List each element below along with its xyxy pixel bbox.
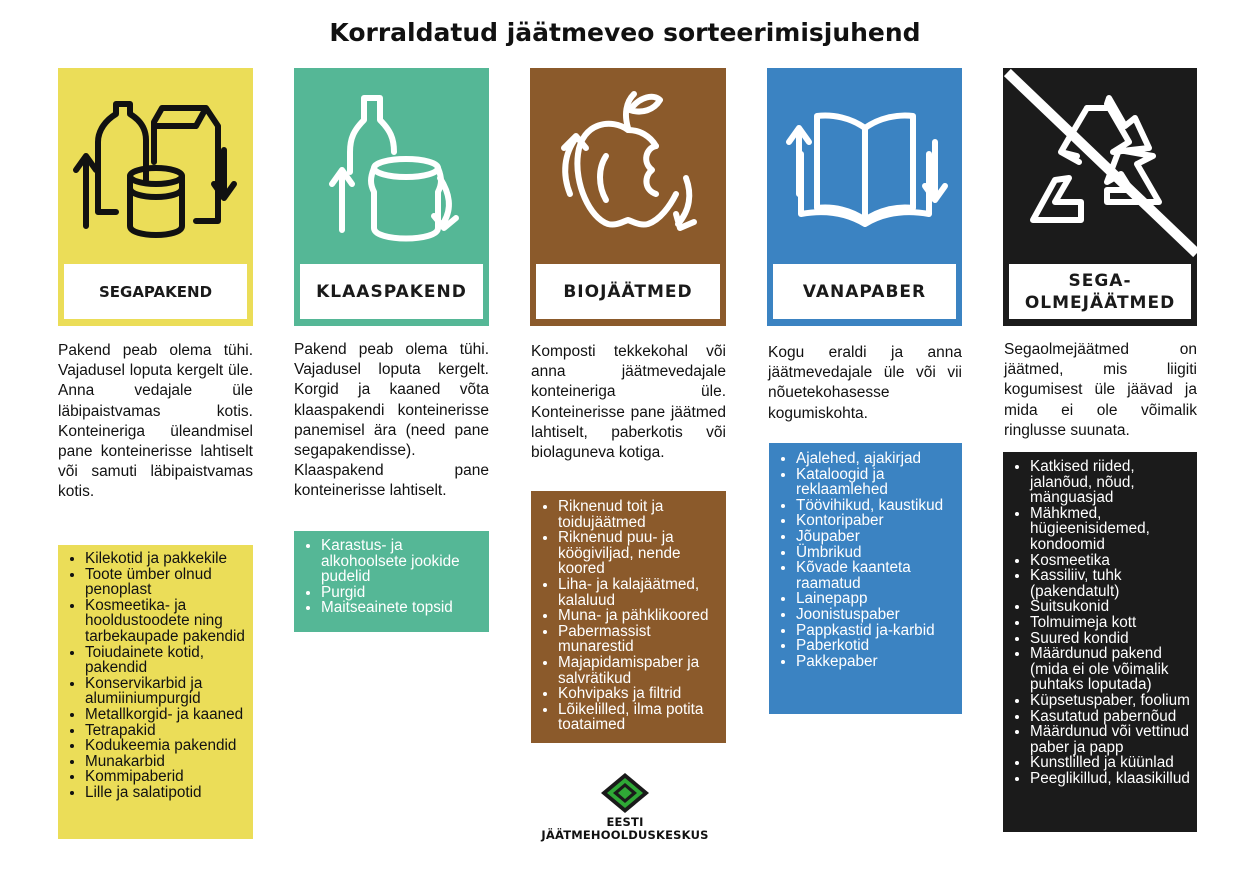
card-segaolmejaatmed [1003,68,1197,326]
card-biojaatmed [530,68,726,326]
list-item: • Jõupaber [796,529,962,545]
description-segaolmejaatmed: Segaolmejäätmed on jäätmed, mis liigiti kogumisest üle jäävad ja mida ei ole võimalik ringlusse suunata. [1004,341,1197,439]
page-title: Korraldatud jäätmeveo sorteerimisjuhend [329,18,921,47]
list-item: • Ümbrikud [796,545,962,561]
list-item: • Katkised riided, jalanõud, nõud, mänguasjad [1030,459,1197,506]
list-item: • Suured kondid [1030,631,1197,647]
list-item: • Riknenud toit ja toidujäätmed [558,499,726,530]
list-item: • Mähkmed, hügieenisidemed, kondoomid [1030,506,1197,553]
category-label-text: KLAASPAKEND [316,281,467,302]
list-item: • Kilekotid ja pakkekile [85,551,253,567]
list-item: • Paberkotid [796,638,962,654]
list-item: • Metallkorgid- ja kaaned [85,707,253,723]
list-item: • Ajalehed, ajakirjad [796,451,962,467]
list-item: • Pakkepaber [796,654,962,670]
items-box-klaaspakend [294,531,489,632]
list-item: • Kosmeetika- ja hooldustoodete ning tarbekaupade pakendid [85,598,253,645]
list-item: • Majapidamispaber ja salvrätikud [558,655,726,686]
logo-line-2: JÄÄTMEHOOLDUSKESKUS [541,828,709,842]
list-item: • Kunstlilled ja küünlad [1030,755,1197,771]
list-item: • Munakarbid [85,754,253,770]
category-label-text: VANAPABER [802,281,927,302]
logo [538,772,712,842]
list-item: • Pappkastid ja-karbid [796,623,962,639]
description-vanapaber: Kogu eraldi ja anna jäätmevedajale üle või vii nõuetekohasesse kogumiskohta. [768,344,962,422]
list-item: • Kontoripaber [796,513,962,529]
list-item: • Muna- ja pähklikoored [558,608,726,624]
card-klaaspakend [294,68,489,326]
items-box-vanapaber [769,443,962,714]
category-label-segaolmejaatmed [1009,264,1191,319]
list-item: • Purgid [321,585,489,601]
category-label-segapakend [64,264,247,319]
list-item: • Konservikarbid ja alumiiniumpurgid [85,676,253,707]
list-item: • Liha- ja kalajäätmed, kalaluud [558,577,726,608]
list-item: • Määrdunud pakend (mida ei ole võimalik puhtaks loputada) [1030,646,1197,693]
items-box-biojaatmed [531,491,726,743]
list-item: • Lille ja salatipotid [85,785,253,801]
category-label-text: SEGAPAKEND [98,282,213,301]
diamond-logo-icon [600,772,650,814]
list-item: • Lõikelilled, ilma potita toataimed [558,702,726,733]
list-item: • Tolmuimeja kott [1030,615,1197,631]
card-vanapaber [767,68,962,326]
list-item: • Määrdunud või vettinud paber ja papp [1030,724,1197,755]
list-item: • Kassiliiv, tuhk (pakendatult) [1030,568,1197,599]
list-item: • Kasutatud pabernõud [1030,709,1197,725]
list-item: • Joonistuspaber [796,607,962,623]
list-item: • Töövihikud, kaustikud [796,498,962,514]
list-item: • Kataloogid ja reklaamlehed [796,467,962,498]
list-item: • Kõvade kaanteta raamatud [796,560,962,591]
list-item: • Peeglikillud, klaasikillud [1030,771,1197,787]
list-item: • Tetrapakid [85,723,253,739]
glass-bottle-jar-icon [294,68,489,263]
category-label-klaaspakend [300,264,483,319]
list-item: • Kommipaberid [85,769,253,785]
list-item: • Pabermassist munarestid [558,624,726,655]
card-segapakend [58,68,253,326]
list-item: • Suitsukonid [1030,599,1197,615]
items-box-segaolmejaatmed [1003,452,1197,832]
list-item: • Toote ümber olnud penoplast [85,567,253,598]
list-item: • Kohvipaks ja filtrid [558,686,726,702]
description-segapakend: Pakend peab olema tühi. Vajadusel loputa kergelt üle. Anna vedajale üle läbipaistvamas kotis. Konteineriga üleandmisel pane konteinerisse lahtiselt või samuti läbipaistvamas kotis. [58,342,253,501]
list-item: • Toiudainete kotid, pakendid [85,645,253,676]
list-item: • Riknenud puu- ja köögiviljad, nende koored [558,530,726,577]
apple-core-icon [530,68,726,263]
list-item: • Maitseainete topsid [321,600,489,616]
list-item: • Kosmeetika [1030,553,1197,569]
list-item: • Küpsetuspaber, foolium [1030,693,1197,709]
logo-line-1: EESTI [606,815,644,829]
description-klaaspakend: Pakend peab olema tühi. Vajadusel loputa kergelt. Korgid ja kaaned võta klaaspakendi konteinerisse panemisel ära (need pane segapakendisse). Klaaspakend pane konteinerisse lahtiselt. [294,341,489,500]
open-book-icon [767,68,962,263]
packaging-bottles-cans-icon [58,68,253,263]
category-label-vanapaber [773,264,956,319]
crossed-recycle-icon [1003,68,1197,263]
list-item: • Karastus- ja alkohoolsete jookide pudelid [321,538,489,585]
category-label-text: BIOJÄÄTMED [563,281,693,302]
items-box-segapakend [58,545,253,839]
category-label-text: SEGA- OLMEJÄÄTMED [1024,270,1176,313]
list-item: • Lainepapp [796,591,962,607]
category-label-biojaatmed [536,264,720,319]
description-biojaatmed: Komposti tekkekohal või anna jäätmevedajale konteineriga üle. Konteinerisse pane jäätmed lahtiselt, paberkotis või biolaguneva kotiga. [531,343,726,462]
list-item: • Kodukeemia pakendid [85,738,253,754]
